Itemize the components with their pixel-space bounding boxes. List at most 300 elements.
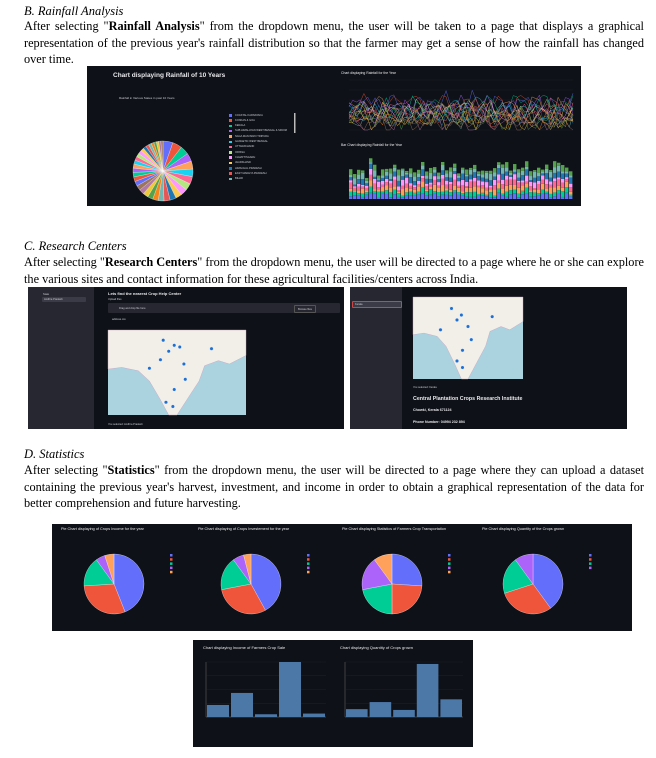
rainfall-bar-segment [493, 180, 496, 185]
rainfall-bar-segment [349, 169, 352, 175]
rainfall-bar-segment [493, 168, 496, 172]
rainfall-bar-segment [541, 170, 544, 172]
pie-title-income: Pie Chart displaying of Crops Income for the year [61, 527, 144, 531]
rainfall-bar-segment [373, 191, 376, 193]
rainfall-bar-segment [425, 191, 428, 196]
rainfall-bar-segment [377, 176, 380, 179]
pie-title-quantity: Pie Chart displaying Quantity of the Crops grown [482, 527, 565, 531]
stat-pie-3-slice [392, 584, 422, 614]
rainfall-bar-segment [553, 188, 556, 193]
state-select[interactable]: Andhra Pradesh [42, 297, 86, 302]
rainfall-bar-segment [401, 197, 404, 199]
rainfall-bar-segment [361, 185, 364, 187]
rainfall-bar-segment [377, 192, 380, 198]
stat-legend-swatch [448, 558, 451, 561]
rainfall-bar-segment [405, 175, 408, 178]
rainfall-bar-segment [369, 162, 372, 164]
rainfall-bar-segment [433, 173, 436, 176]
rainfall-bar-segment [569, 184, 572, 187]
rainfall-screenshot [87, 66, 581, 206]
rainfall-bar-segment [525, 167, 528, 170]
rainfall-bar-segment [461, 169, 464, 173]
legend-label: NAGA MANI MIZO TRIPURA [235, 134, 269, 138]
rainfall-bar-segment [537, 189, 540, 193]
rainfall-bar-segment [393, 168, 396, 172]
rainfall-bar-segment [405, 188, 408, 193]
rainfall-bar-segment [365, 178, 368, 181]
rainfall-bar-segment [557, 186, 560, 190]
map-bay [479, 361, 523, 379]
rainfall-bar-segment [521, 191, 524, 194]
rainfall-bar-segment [501, 184, 504, 188]
stat-legend-swatch [307, 558, 310, 561]
rainfall-bar-segment [481, 171, 484, 175]
rainfall-bar-segment [497, 189, 500, 193]
rainfall-bar-segment [469, 179, 472, 181]
browse-files-button[interactable]: Browse files [294, 305, 316, 313]
rainfall-bar-segment [421, 193, 424, 199]
rainfall-bar-segment [501, 164, 504, 168]
rainfall-bar-segment [381, 193, 384, 199]
rainfall-bar-segment [569, 177, 572, 183]
rainfall-bar-segment [561, 171, 564, 173]
map-marker [439, 328, 443, 332]
rainfall-bar-segment [393, 180, 396, 186]
rainfall-bar-segment [553, 192, 556, 196]
rainfall-bar-segment [397, 192, 400, 194]
rainfall-bar-segment [561, 183, 564, 188]
legend-label: COASTAL KARNATAKA [235, 113, 263, 117]
rainfall-bar-segment [557, 163, 560, 166]
rainfall-bar-segment [565, 187, 568, 193]
rainfall-bar-segment [469, 197, 472, 199]
rainfall-bar-segment [441, 195, 444, 199]
stat-legend-swatch [170, 558, 173, 561]
rainfall-bar-segment [437, 176, 440, 179]
quantity-bar [346, 709, 368, 717]
pie-title-transport: Pie Chart displaying Statistics of Farmers Crop Transportation [342, 527, 447, 531]
rainfall-bar-segment [381, 181, 384, 185]
rainfall-bar-segment [557, 166, 560, 172]
map-marker [470, 338, 474, 342]
rainfall-bar-segment [385, 182, 388, 185]
map-marker [210, 347, 214, 351]
rainfall-bar-segment [373, 184, 376, 189]
rainfall-bar-segment [541, 184, 544, 190]
bar-chart-title: Bar Chart displaying Rainfall for the Year [341, 143, 403, 147]
rainfall-bar-segment [389, 192, 392, 197]
rainfall-bar-segment [449, 192, 452, 195]
rainfall-bar-segment [549, 194, 552, 197]
rainfall-bar-segment [349, 183, 352, 189]
rainfall-bar-segment [373, 165, 376, 171]
legend-label: JHARKHAND [235, 161, 251, 165]
quantity-bar [393, 710, 415, 717]
rainfall-bar-segment [413, 185, 416, 187]
rainfall-bar-segment [549, 197, 552, 199]
rainfall-bar-segment [553, 178, 556, 181]
rainfall-bar-segment [501, 174, 504, 180]
rainfall-bar-segment [505, 176, 508, 180]
map-marker [161, 338, 165, 342]
rainfall-bar-segment [529, 191, 532, 193]
rainfall-bar-segment [545, 192, 548, 194]
rainfall-bar-segment [505, 192, 508, 197]
rainfall-bar-segment [513, 169, 516, 171]
rainfall-bar-segment [417, 173, 420, 177]
income-bar [255, 714, 277, 717]
rainfall-bar-segment [361, 197, 364, 199]
research-screenshot-left [28, 287, 344, 429]
rainfall-bar-segment [477, 171, 480, 174]
rainfall-bar-segment [445, 170, 448, 173]
rainfall-bar-segment [533, 172, 536, 178]
rainfall-bar-segment [405, 192, 408, 195]
rainfall-bar-segment [525, 182, 528, 184]
rainfall-bar-segment [541, 173, 544, 175]
rainfall-bar-segment [397, 197, 400, 199]
rainfall-bar-segment [365, 181, 368, 183]
rainfall-bar-segment [381, 178, 384, 181]
rainfall-bar-segment [389, 187, 392, 192]
rainfall-bar-segment [349, 192, 352, 196]
rainfall-bar-segment [493, 172, 496, 176]
rainfall-bar-segment [549, 181, 552, 185]
rainfall-bar-segment [473, 165, 476, 169]
rainfall-bar-segment [401, 180, 404, 186]
rainfall-bar-segment [537, 181, 540, 184]
rainfall-bar-segment [381, 185, 384, 187]
rainfall-bar-segment [457, 173, 460, 175]
rainfall-bar-segment [453, 185, 456, 190]
rainfall-bar-segment [493, 176, 496, 179]
rainfall-bar-segment [509, 190, 512, 194]
rainfall-bar-segment [441, 179, 444, 185]
rainfall-bar-segment [561, 191, 564, 197]
rainfall-bar-segment [373, 193, 376, 199]
rainfall-bar-segment [461, 185, 464, 191]
rainfall-bar-segment [513, 172, 516, 174]
rainfall-bar-segment [513, 185, 516, 190]
rainfall-bar-segment [517, 182, 520, 187]
stat-legend-swatch [170, 571, 173, 574]
rainfall-bar-segment [445, 195, 448, 199]
rainfall-bar-segment [469, 192, 472, 197]
stat-legend-swatch [307, 567, 310, 570]
rainfall-bar-segment [461, 196, 464, 199]
rainfall-bar-segment [409, 192, 412, 196]
rainfall-bar-segment [541, 180, 544, 184]
rainfall-bar-segment [349, 177, 352, 180]
india-map-right[interactable] [350, 287, 627, 429]
rainfall-bar-segment [417, 184, 420, 186]
rainfall-bar-segment [405, 173, 408, 175]
rainfall-bar-segment [509, 194, 512, 199]
map-marker [171, 405, 175, 409]
rainfall-bar-segment [389, 169, 392, 174]
rainfall-bar-segment [457, 188, 460, 192]
rainfall-bar-segment [441, 191, 444, 194]
rainfall-bar-segment [469, 182, 472, 188]
rainfall-bar-segment [469, 175, 472, 180]
rainfall-bar-segment [481, 188, 484, 193]
rainfall-bar-segment [441, 165, 444, 170]
rainfall-bar-segment [485, 190, 488, 195]
rainfall-bar-segment [389, 181, 392, 184]
india-map-left[interactable] [28, 287, 344, 429]
section-d-paragraph: After selecting "Statistics" from the dropdown menu, the user will be directed to a page where they can upload a dataset containing the previous year's harvest, investment, and income in order to obtain a graphical representation of the data for better comprehension and future harvesting. [24, 463, 644, 510]
rainfall-bar-segment [529, 197, 532, 199]
rainfall-bar-segment [353, 188, 356, 190]
rainfall-bar-segment [425, 179, 428, 184]
rainfall-bar-segment [369, 169, 372, 175]
rainfall-bar-segment [473, 172, 476, 177]
rainfall-bar-segment [425, 196, 428, 199]
rainfall-bar-segment [361, 189, 364, 194]
rainfall-bar-segment [485, 182, 488, 187]
rainfall-bar-segment [413, 193, 416, 196]
rainfall-bar-segment [365, 186, 368, 188]
map-marker [466, 325, 470, 329]
rainfall-bar-segment [533, 190, 536, 193]
rainfall-bar-segment [385, 179, 388, 182]
rainfall-bar-segment [393, 172, 396, 177]
rainfall-bar-segment [529, 192, 532, 197]
rainfall-bar-segment [353, 186, 356, 188]
map-marker [148, 366, 152, 370]
rainfall-bar-segment [389, 174, 392, 180]
rainfall-bar-segment [493, 197, 496, 199]
map-marker [490, 315, 494, 319]
rainfall-bar-segment [389, 197, 392, 199]
rainfall-bar-segment [429, 189, 432, 195]
rainfall-bar-segment [357, 184, 360, 187]
rainfall-bar-segment [569, 195, 572, 197]
rainfall-bar-segment [433, 185, 436, 191]
rainfall-bar-segment [509, 171, 512, 173]
income-bar [207, 705, 229, 717]
rainfall-bar-segment [497, 183, 500, 189]
rainfall-bar-segment [477, 194, 480, 196]
rainfall-bar-segment [525, 187, 528, 193]
rainfall-bar-segment [405, 178, 408, 184]
rainfall-bar-segment [545, 169, 548, 173]
rainfall-bar-segment [449, 171, 452, 177]
rainfall-bar-segment [481, 182, 484, 186]
stat-legend-swatch [589, 562, 592, 565]
rainfall-bar-segment [485, 171, 488, 173]
rainfall-bar-segment [465, 197, 468, 199]
rainfall-bar-segment [541, 194, 544, 199]
rainfall-bar-segment [509, 180, 512, 185]
rainfall-bar-segment [537, 168, 540, 173]
rainfall-bar-segment [565, 182, 568, 187]
rainfall-bar-segment [465, 176, 468, 182]
rainfall-bar-segment [453, 174, 456, 180]
section-b-paragraph: After selecting "Rainfall Analysis" from the dropdown menu, the user will be taken to a page that displays a graphical representation of the previous year's rainfall distribution so that the farmer may get a sense of how the rainfall has changed over time. [24, 19, 644, 66]
rainfall-bar-segment [553, 161, 556, 167]
rainfall-bar-segment [553, 196, 556, 199]
rainfall-bar-segment [421, 187, 424, 193]
rainfall-bar-segment [485, 196, 488, 199]
rainfall-bar-segment [493, 185, 496, 189]
stat-legend-swatch [307, 562, 310, 565]
map-marker [183, 378, 187, 382]
rainfall-bar-segment [449, 184, 452, 190]
income-bar [231, 693, 253, 717]
uploaded-file: address.csv [112, 318, 126, 321]
map-marker [460, 313, 464, 317]
map-marker [164, 400, 168, 404]
rainfall-bar-segment [349, 196, 352, 199]
rainfall-bar-segment [437, 185, 440, 187]
rainfall-bar-segment [465, 170, 468, 175]
rainfall-bar-segment [441, 170, 444, 174]
bar-title-quantity: Chart displaying Quantity of Crops grown [340, 645, 413, 650]
rainfall-bar-segment [513, 190, 516, 193]
rainfall-bar-segment [569, 175, 572, 177]
bar-title-income: Chart displaying Income of Farmers Crop Sale [203, 645, 286, 650]
legend-label: KONKAN & GOA [235, 118, 255, 122]
rainfall-bar-segment [413, 181, 416, 185]
rainfall-bar-segment [421, 162, 424, 165]
rainfall-bar-segment [437, 188, 440, 192]
rainfall-bar-segment [365, 192, 368, 194]
rainfall-bar-segment [429, 179, 432, 183]
rainfall-bar-segment [473, 169, 476, 173]
rainfall-bar-segment [417, 186, 420, 192]
rainfall-bar-segment [549, 170, 552, 172]
state-select-right[interactable]: Kerala [352, 301, 402, 308]
rainfall-bar-segment [405, 195, 408, 199]
rainfall-bar-segment [421, 181, 424, 187]
rainfall-bar-segment [453, 190, 456, 192]
rainfall-bar-segment [369, 180, 372, 186]
rainfall-bar-segment [565, 177, 568, 179]
rainfall-bar-segment [437, 196, 440, 199]
rainfall-bar-segment [389, 179, 392, 181]
rainfall-bar-segment [421, 169, 424, 175]
legend-label: EAST MADHYA PRADESH [235, 171, 267, 175]
rainfall-bar-segment [397, 186, 400, 190]
legend-label: ORISSA [235, 150, 245, 154]
rainfall-bar-segment [521, 168, 524, 171]
rainfall-bar-segment [357, 187, 360, 191]
rainfall-bar-segment [461, 193, 464, 196]
rainfall-bar-segment [513, 164, 516, 169]
rainfall-bar-segment [433, 180, 436, 185]
center-caption: You selected: Kerala [413, 386, 437, 389]
rainfall-bar-segment [377, 178, 380, 180]
statistics-pies-screenshot [52, 524, 632, 631]
map-marker [167, 349, 171, 353]
rainfall-bar-segment [533, 182, 536, 188]
rainfall-bar-segment [561, 173, 564, 178]
rainfall-bar-segment [365, 190, 368, 192]
section-c-heading: C. Research Centers [24, 239, 127, 253]
rainfall-bar-segment [461, 168, 464, 170]
rainfall-bar-segment [361, 179, 364, 185]
rainfall-bar-segment [501, 195, 504, 199]
rainfall-bar-segment [501, 194, 504, 196]
rainfall-bar-segment [565, 171, 568, 173]
rainfall-bar-segment [533, 188, 536, 190]
rainfall-bar-segment [521, 181, 524, 183]
rainfall-bar-segment [421, 165, 424, 169]
rainfall-bar-segment [521, 171, 524, 175]
rainfall-bar-segment [497, 168, 500, 174]
rainfall-bar-segment [517, 188, 520, 194]
rainfall-bar-segment [401, 176, 404, 179]
rainfall-bar-segment [529, 186, 532, 190]
stat-legend-swatch [589, 558, 592, 561]
map-marker [461, 366, 465, 370]
rainfall-bar-segment [545, 184, 548, 188]
rainfall-bar-segment [549, 172, 552, 178]
rainfall-bar-segment [497, 162, 500, 164]
rainfall-bar-segment [373, 179, 376, 184]
rainfall-bar-segment [361, 187, 364, 189]
rainfall-bar-segment [469, 188, 472, 193]
rainfall-bar-segment [569, 171, 572, 175]
page-title: Lets find the nearest Crop Help Center [108, 291, 182, 296]
rainfall-bar-segment [485, 187, 488, 190]
rainfall-bar-segment [477, 188, 480, 194]
rainfall-bar-segment [489, 171, 492, 174]
rainfall-bar-segment [437, 182, 440, 185]
rainfall-bar-segment [537, 196, 540, 199]
rainfall-bar-segment [393, 165, 396, 168]
stat-legend-swatch [170, 554, 173, 557]
rainfall-bar-segment [433, 191, 436, 194]
center-phone: Phone Number: 04994 232 894 [413, 420, 465, 424]
rainfall-bar-segment [565, 168, 568, 172]
rainfall-bar-segment [429, 195, 432, 199]
rainfall-bar-segment [493, 195, 496, 197]
rainfall-bar-segment [557, 194, 560, 199]
statistics-pie-charts [52, 524, 632, 631]
map-marker [172, 344, 176, 348]
rainfall-bar-segment [369, 164, 372, 169]
rainfall-bar-segment [553, 167, 556, 173]
rainfall-bar-segment [521, 183, 524, 186]
rainfall-bar-segment [505, 167, 508, 171]
stat-legend-swatch [589, 567, 592, 570]
statistics-bar-charts [193, 640, 473, 747]
pie-subtitle: Rainfall in Various States in past 10 Years [119, 96, 175, 100]
rainfall-bar-segment [545, 173, 548, 179]
stat-pie-3-slice [392, 554, 422, 586]
rainfall-bar-segment [369, 193, 372, 199]
rainfall-bar-segment [361, 173, 364, 179]
rainfall-bar-segment [533, 170, 536, 172]
rainfall-bar-segment [385, 194, 388, 199]
rainfall-bar-segment [357, 170, 360, 175]
rainfall-bar-segment [425, 189, 428, 191]
rainfall-bar-segment [569, 196, 572, 199]
rainfall-bar-segment [489, 186, 492, 188]
rainfall-bar-segment [373, 177, 376, 179]
rainfall-bar-segment [409, 189, 412, 192]
center-address: Chowki, Kerala 671124 [413, 408, 452, 412]
rainfall-bar-segment [401, 195, 404, 197]
rainfall-bar-segment [405, 184, 408, 188]
map-marker [461, 349, 465, 353]
rainfall-bar-segment [441, 175, 444, 179]
stat-legend-swatch [307, 571, 310, 574]
rainfall-bar-segment [409, 186, 412, 189]
rainfall-bar-segment [381, 187, 384, 191]
